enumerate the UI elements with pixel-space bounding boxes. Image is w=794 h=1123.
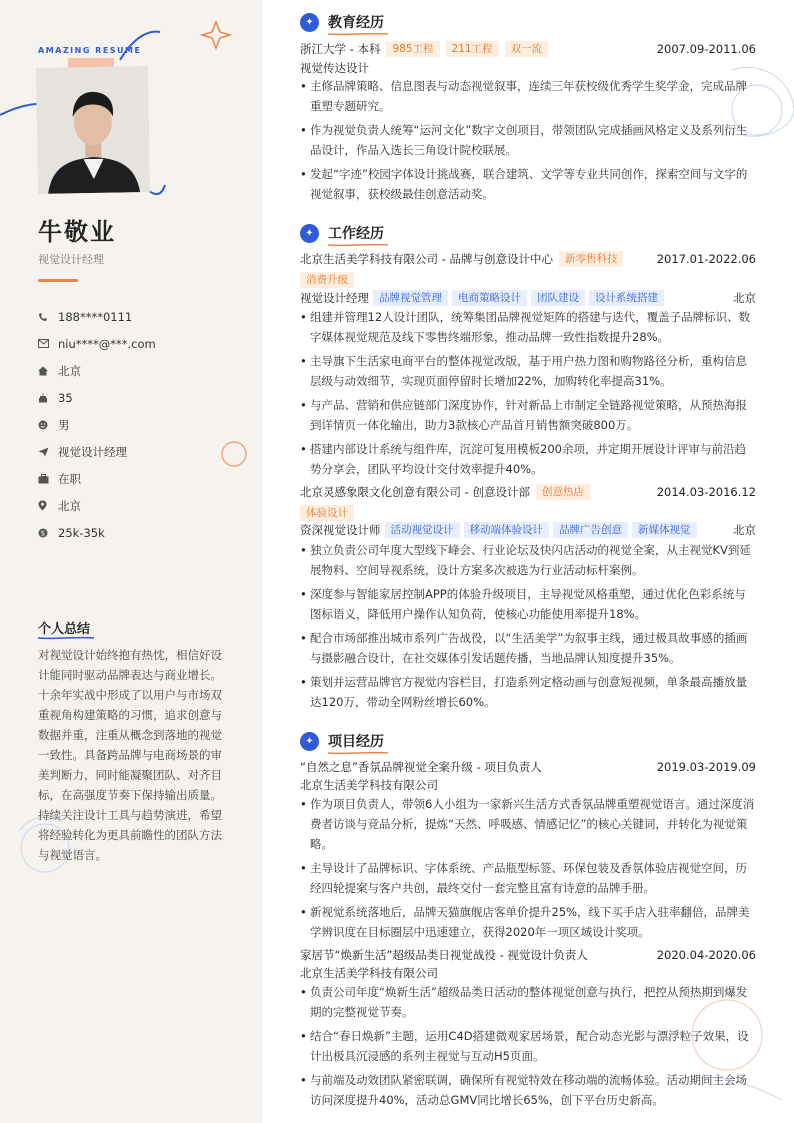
info-email: niu****@***.com xyxy=(38,330,248,357)
salary-icon xyxy=(38,528,58,538)
work-title: 工作经历 xyxy=(328,226,384,242)
project-1-period: 2019.03-2019.09 xyxy=(656,760,756,774)
job-2-bullets xyxy=(300,540,756,716)
job-1-role-row xyxy=(300,290,756,306)
info-phone: 188****0111 xyxy=(38,303,248,330)
project-2-period: 2020.04-2020.06 xyxy=(656,948,756,962)
education-bullets xyxy=(300,76,756,208)
location-icon xyxy=(38,500,58,511)
info-home: 北京 xyxy=(38,357,248,384)
gender-icon xyxy=(38,420,58,430)
project-1-company: 北京生活美学科技有限公司 xyxy=(300,778,438,792)
list-item: • 独立负责公司年度大型线下峰会、行业论坛及快闪店活动的视觉全案，从主视觉KV到延展物料、空间导视系统，设计方案多次被选为行业活动标杆案例。 xyxy=(300,540,756,580)
list-item: • 与前端及动效团队紧密联调，确保所有视觉特效在移动端的流畅体验。活动期间主会场访问深度提升40%，活动总GMV同比增长65%，创下平台历史新高。 xyxy=(300,1070,756,1110)
skill-tag: 移动端体验设计 xyxy=(464,522,550,538)
info-position: 视觉设计经理 xyxy=(38,438,248,465)
project-2-company-row xyxy=(300,965,756,981)
education-underline xyxy=(328,32,388,36)
list-item: • 深度参与智能家居控制APP的体验升级项目，主导视觉风格重塑，通过优化色彩系统与图标语义，降低用户操作认知负荷，使核心功能使用率提升18%。 xyxy=(300,584,756,624)
list-item: • 与产品、营销和供应链部门深度协作，针对新品上市制定全链路视觉策略，从预热海报到详情页一体化输出，助力3款核心产品首月销售额突破800万。 xyxy=(300,395,756,435)
projects-title: 项目经历 xyxy=(328,734,384,750)
job-1-role: 视觉设计经理 xyxy=(300,291,369,305)
main-content xyxy=(262,0,794,1123)
list-item: • 主导设计了品牌标识、字体系统、产品瓶型标签、环保包装及香氛体验店视觉空间，历经四轮提案与客户共创，最终交付一套完整且富有诗意的品牌手册。 xyxy=(300,858,756,898)
job-1-company: 北京生活美学科技有限公司 - 品牌与创意设计中心 xyxy=(300,252,553,266)
education-major: 视觉传达设计 xyxy=(300,61,369,75)
phone-icon xyxy=(38,312,58,322)
info-location: 北京 xyxy=(38,492,248,519)
project-1-name: “自然之息”香氛品牌视觉全案升级 - 项目负责人 xyxy=(300,760,542,774)
section-star-icon: ✦ xyxy=(300,224,319,243)
project-2-bullets xyxy=(300,982,756,1114)
avatar xyxy=(36,66,150,194)
education-period: 2007.09-2011.06 xyxy=(656,42,756,56)
skill-tag: 品牌视觉管理 xyxy=(373,290,448,306)
summary-title: 个人总结 xyxy=(38,622,91,637)
projects-header xyxy=(300,729,384,753)
list-item: • 新视觉系统落地后，品牌天猫旗舰店客单价提升25%，线下买手店入驻率翻倍，品牌美学辨识度在目标圈层中迅速建立，获得2020年一项区域设计奖项。 xyxy=(300,902,756,942)
education-major-row xyxy=(300,60,756,76)
job-2-role-row xyxy=(300,522,756,538)
job-tag: 新零售科技 xyxy=(559,251,624,267)
briefcase-icon xyxy=(38,474,58,484)
project-2-name: 家居节“焕新生活”超级品类日视觉战役 - 视觉设计负责人 xyxy=(300,948,588,962)
education-tag: 985工程 xyxy=(386,41,439,57)
list-item: • 作为项目负责人，带领6人小组为一家新兴生活方式香氛品牌重塑视觉语言。通过深度消费者访谈与竞品分析，提炼“天然、呼吸感、情感记忆”的核心关键词，并转化为视觉策略。 xyxy=(300,794,756,854)
list-item: • 结合“春日焕新”主题，运用C4D搭建微观家居场景，配合动态光影与漂浮粒子效果，设计出极具沉浸感的系列主视觉与互动H5页面。 xyxy=(300,1026,756,1066)
info-salary: $ 25k-35k xyxy=(38,519,248,546)
cake-icon xyxy=(38,393,58,403)
school-name: 浙江大学 - 本科 xyxy=(300,42,381,56)
summary-underline xyxy=(38,636,94,640)
work-underline xyxy=(328,243,388,247)
list-item: • 发起“字迹”校园字体设计挑战赛，联合建筑、文学等专业共同创作，探索空间与文字的视觉叙事，获校级最佳创意活动奖。 xyxy=(300,164,756,204)
skill-tag: 设计系统搭建 xyxy=(589,290,664,306)
person-title: 视觉设计经理 xyxy=(38,253,104,266)
education-tag: 双一流 xyxy=(505,41,549,57)
job-tag: 消费升级 xyxy=(300,272,354,288)
list-item: • 主修品牌策略、信息图表与动态视觉叙事，连续三年获校级优秀学生奖学金，完成品牌重塑专题研究。 xyxy=(300,76,756,116)
mail-icon xyxy=(38,339,58,348)
job-tag: 体验设计 xyxy=(300,505,354,521)
job-2-row xyxy=(300,484,756,500)
projects-underline xyxy=(328,751,388,755)
project-1-company-row xyxy=(300,777,756,793)
list-item: • 组建并管理12人设计团队，统筹集团品牌视觉矩阵的搭建与迭代，覆盖子品牌标识、数字媒体视觉规范及线下零售终端形象，推动品牌一致性指数提升28%。 xyxy=(300,307,756,347)
list-item: • 配合市场部推出城市系列广告战役，以“生活美学”为叙事主线，通过极具故事感的插画与摄影融合设计，在社交媒体引发话题传播，当地品牌认知度提升35%。 xyxy=(300,628,756,668)
skill-tag: 品牌广告创意 xyxy=(553,522,628,538)
job-1-period: 2017.01-2022.06 xyxy=(656,252,756,266)
education-title: 教育经历 xyxy=(328,15,384,31)
job-1-city: 北京 xyxy=(733,291,756,305)
list-item: • 主导旗下生活家电商平台的整体视觉改版，基于用户热力图和购物路径分析，重构信息层级与动效细节，实现页面停留时长增加22%，加购转化率提高31%。 xyxy=(300,351,756,391)
job-1-tag-row xyxy=(300,272,756,288)
send-icon xyxy=(38,447,58,457)
project-2-company: 北京生活美学科技有限公司 xyxy=(300,966,438,980)
name-underline xyxy=(38,279,78,282)
education-row xyxy=(300,41,756,57)
education-header xyxy=(300,10,384,34)
skill-tag: 电商策略设计 xyxy=(452,290,527,306)
skill-tag: 新媒体视觉 xyxy=(632,522,697,538)
section-star-icon: ✦ xyxy=(300,732,319,751)
work-header xyxy=(300,221,384,245)
project-1-bullets xyxy=(300,794,756,946)
contact-info-list xyxy=(38,303,248,546)
skill-tag: 团队建设 xyxy=(531,290,585,306)
brand-text: AMAZING RESUME xyxy=(38,46,142,55)
job-2-company: 北京灵感象限文化创意有限公司 - 创意设计部 xyxy=(300,485,530,499)
skill-tag: 活动视觉设计 xyxy=(385,522,460,538)
project-1-row xyxy=(300,759,756,775)
job-2-role: 资深视觉设计师 xyxy=(300,523,381,537)
list-item: • 作为视觉负责人统筹“运河文化”数字文创项目，带领团队完成插画风格定义及系列衍生品设计，作品入选长三角设计院校联展。 xyxy=(300,120,756,160)
info-gender: 男 xyxy=(38,411,248,438)
section-star-icon: ✦ xyxy=(300,13,319,32)
education-tag: 211工程 xyxy=(446,41,499,57)
job-2-city: 北京 xyxy=(733,523,756,537)
svg-text:$: $ xyxy=(40,529,46,538)
list-item: • 负责公司年度“焕新生活”超级品类日活动的整体视觉创意与执行，把控从预热期到爆发期的完整视觉节奏。 xyxy=(300,982,756,1022)
job-1-row xyxy=(300,251,756,267)
person-name: 牛敬业 xyxy=(38,218,116,246)
list-item: • 策划并运营品牌官方视觉内容栏目，打造系列定格动画与创意短视频，单条最高播放量达120万，带动全网粉丝增长60%。 xyxy=(300,672,756,712)
info-age: 35 xyxy=(38,384,248,411)
home-icon xyxy=(38,366,58,376)
list-item: • 搭建内部设计系统与组件库，沉淀可复用模板200余项，并定期开展设计评审与前沿趋势分享会，团队平均设计交付效率提升40%。 xyxy=(300,439,756,479)
job-2-period: 2014.03-2016.12 xyxy=(656,485,756,499)
job-tag: 创意热店 xyxy=(536,484,590,500)
sidebar xyxy=(0,0,262,1123)
job-1-bullets xyxy=(300,307,756,483)
job-2-tag-row xyxy=(300,505,756,521)
portrait-photo xyxy=(36,66,150,194)
summary-text: 对视觉设计始终抱有热忱，相信好设计能同时驱动品牌表达与商业增长。十余年实战中形成了以用户与市场双重视角构建策略的习惯，追求创意与数据并重，注重从概念到落地的视觉一致性。具备跨品牌与电商场景的审美判断力，同时能凝聚团队、对齐目标，在高强度节奏下保持输出质量。持续关注设计工具与趋势演进，希望将经验转化为更具前瞻性的团队方法与视觉语言。 xyxy=(38,648,222,862)
project-2-row xyxy=(300,947,756,963)
info-status: 在职 xyxy=(38,465,248,492)
